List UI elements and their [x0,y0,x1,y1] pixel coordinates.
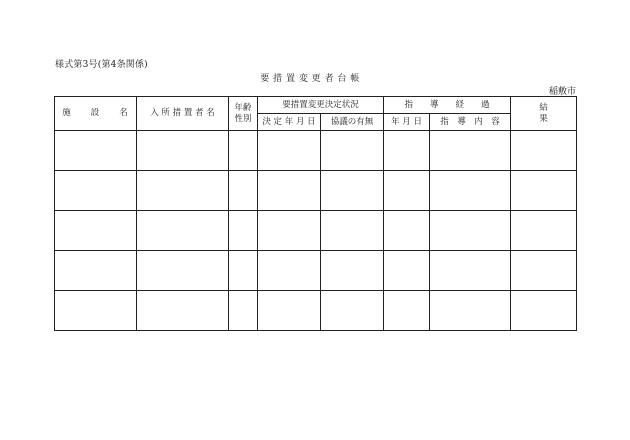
header-guidance-content: 指 導 内 容 [430,114,511,131]
table-cell[interactable] [258,131,321,171]
header-person: 入 所 措 置 者 名 [137,97,229,131]
table-cell[interactable] [384,251,430,291]
table-cell[interactable] [55,171,137,211]
table-cell[interactable] [321,251,384,291]
city-name: 稲敷市 [548,87,576,97]
table-cell[interactable] [137,291,229,331]
table-cell[interactable] [229,251,258,291]
table-cell[interactable] [55,291,137,331]
table-cell[interactable] [511,171,577,211]
table-cell[interactable] [55,131,137,171]
header-age: 年齢 [234,102,252,113]
table-cell[interactable] [511,211,577,251]
table-cell[interactable] [430,171,511,211]
ledger-body [55,131,577,331]
form-number: 様式第3号(第4条関係) [55,60,148,70]
table-cell[interactable] [55,251,137,291]
header-facility: 施 設 名 [55,97,137,131]
table-cell[interactable] [384,171,430,211]
table-cell[interactable] [321,291,384,331]
table-row [55,291,577,331]
table-cell[interactable] [229,211,258,251]
table-cell[interactable] [384,211,430,251]
table-cell[interactable] [384,291,430,331]
table-cell[interactable] [258,251,321,291]
ledger-table [54,96,599,331]
table-cell[interactable] [384,131,430,171]
table-cell[interactable] [229,131,258,171]
table-cell[interactable] [258,291,321,331]
table-row [55,251,577,291]
table-cell[interactable] [137,131,229,171]
table-cell[interactable] [229,171,258,211]
header-gender: 性別 [234,113,252,124]
header-guidance-date: 年 月 日 [384,114,430,131]
table-cell[interactable] [321,171,384,211]
document-title: 要 措 置 変 更 者 台 帳 [260,74,360,84]
header-consultation: 協議の有無 [321,114,384,131]
table-row [55,131,577,171]
table-cell[interactable] [321,211,384,251]
header-age-gender [229,97,258,131]
table-cell[interactable] [321,131,384,171]
table-cell[interactable] [55,211,137,251]
header-result: 結 果 [511,97,577,131]
table-cell[interactable] [137,211,229,251]
table-cell[interactable] [258,211,321,251]
header-guidance-group: 指 導 経 過 [384,97,511,114]
table-cell[interactable] [511,291,577,331]
header-decision-date: 決 定 年 月 日 [258,114,321,131]
table-cell[interactable] [430,291,511,331]
table-cell[interactable] [229,291,258,331]
table-cell[interactable] [258,171,321,211]
header-decision-group: 要措置変更決定状況 [258,97,384,114]
table-row [55,211,577,251]
table-row [55,171,577,211]
table-cell[interactable] [137,171,229,211]
table-cell[interactable] [430,131,511,171]
table-cell[interactable] [430,211,511,251]
table-cell[interactable] [511,251,577,291]
table-cell[interactable] [430,251,511,291]
table-cell[interactable] [137,251,229,291]
table-cell[interactable] [511,131,577,171]
